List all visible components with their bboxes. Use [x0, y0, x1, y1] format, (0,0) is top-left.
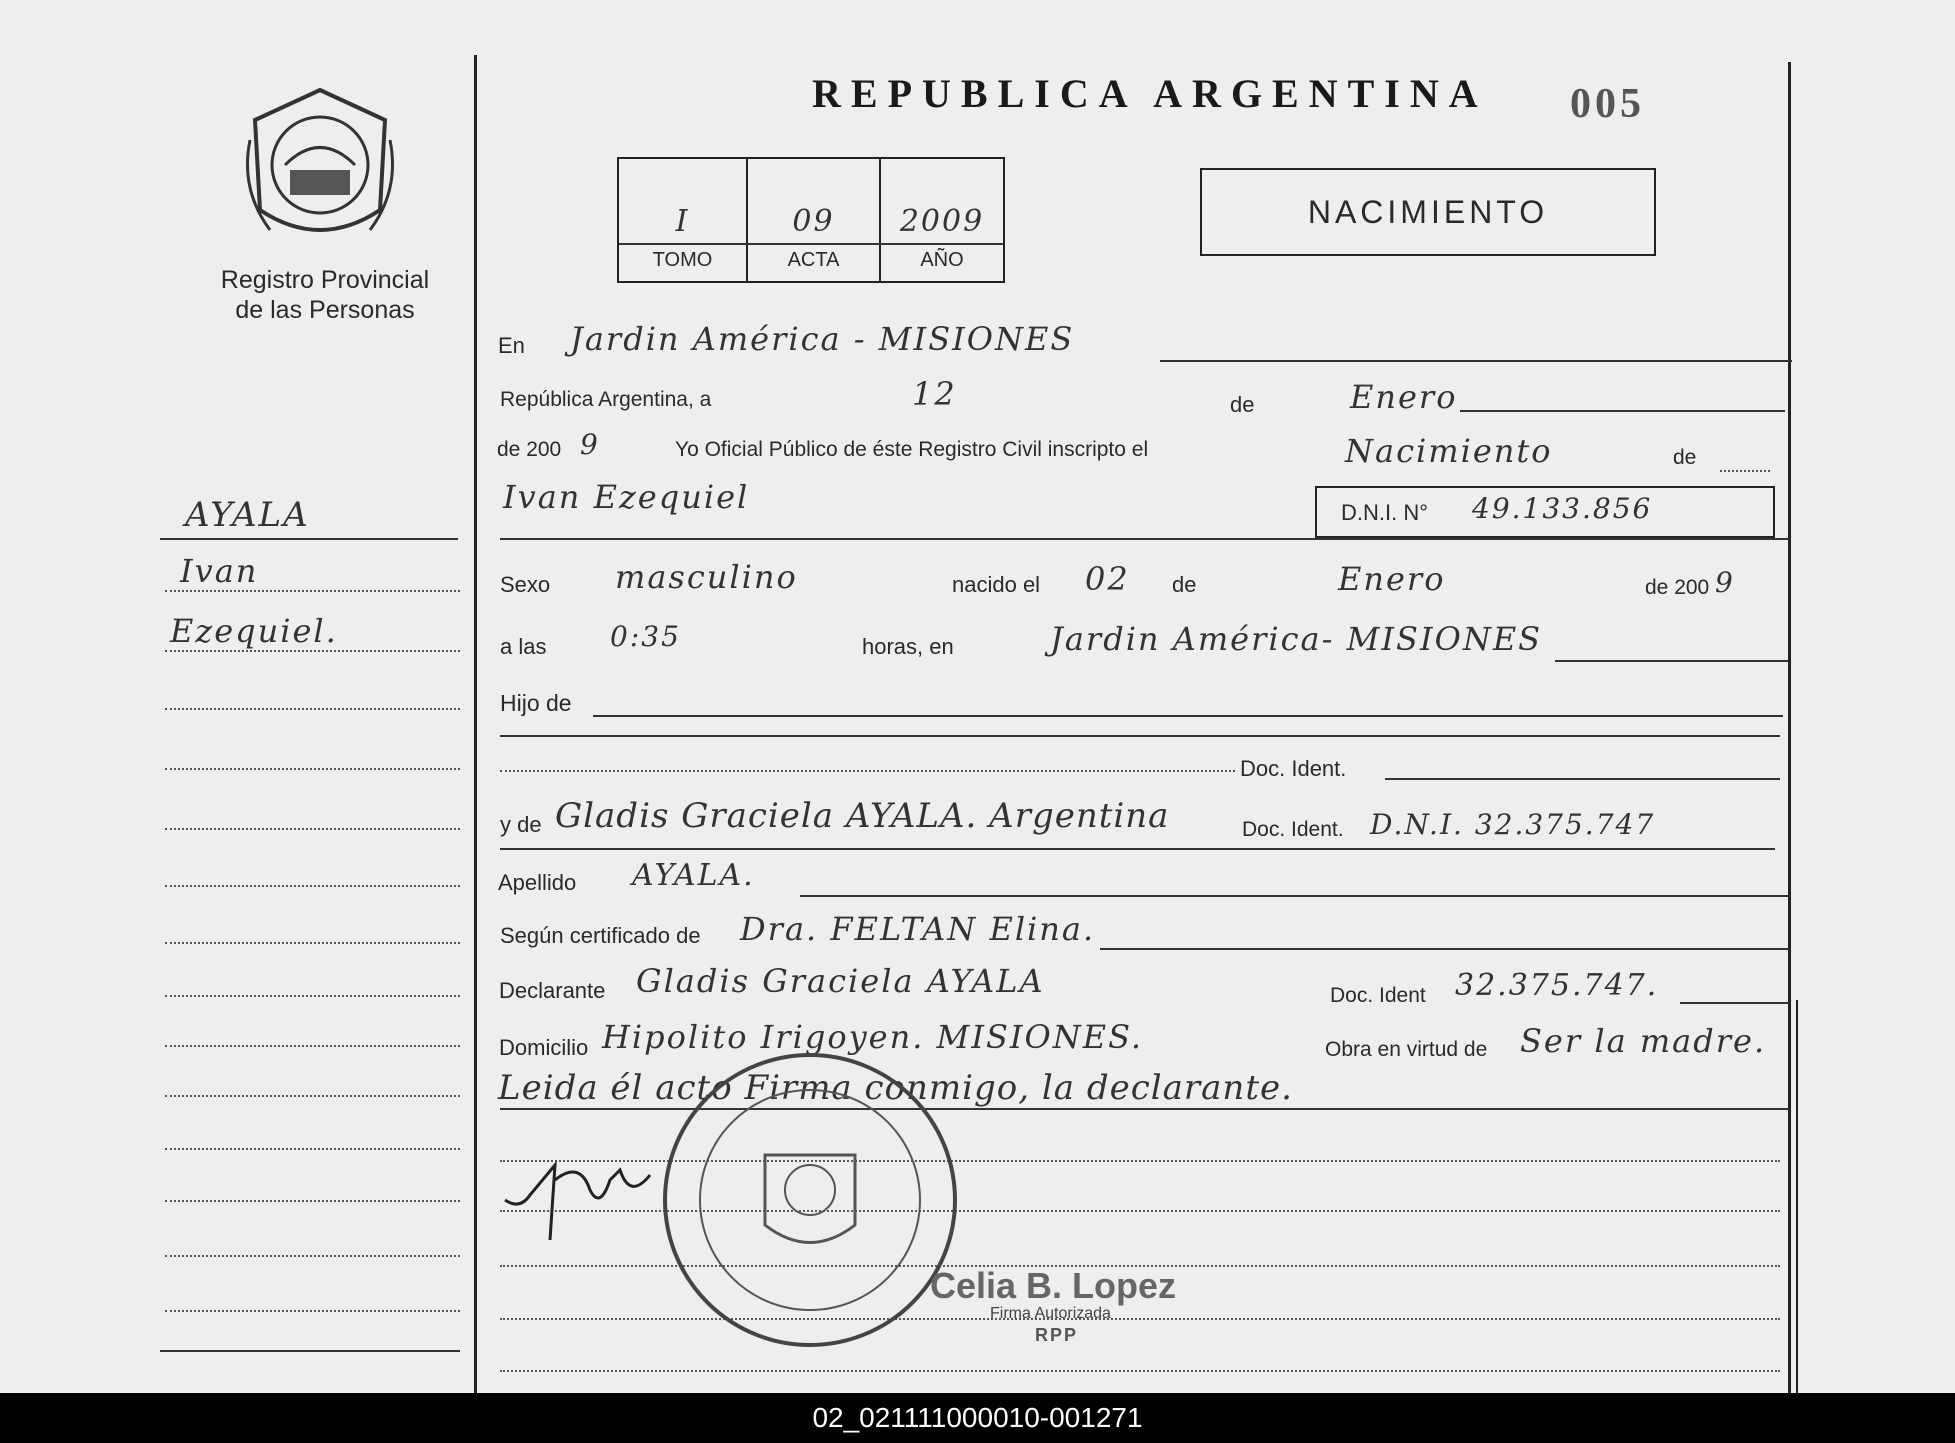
nacido-label: nacido el	[952, 572, 1041, 597]
registry-name-line2: de las Personas	[235, 296, 415, 324]
month-value: Enero	[1350, 378, 1458, 416]
acta-label: ACTA	[787, 249, 840, 271]
domicilio-label: Domicilio	[499, 1035, 589, 1060]
country-title: REPUBLICA ARGENTINA	[812, 71, 1488, 116]
day-value: 12	[912, 375, 957, 413]
declarante-label: Declarante	[499, 978, 606, 1003]
margin-surname: AYALA	[185, 495, 310, 535]
segun-value: Dra. FELTAN Elina.	[740, 910, 1096, 948]
segun-label: Según certificado de	[500, 923, 701, 948]
domicilio-value: Hipolito Irigoyen. MISIONES.	[602, 1018, 1144, 1056]
birth-day-value: 02	[1085, 560, 1130, 598]
declarante-value: Gladis Graciela AYALA	[636, 962, 1045, 1000]
official-name: Celia B. Lopez	[930, 1265, 1177, 1306]
apellido-value: AYALA.	[632, 858, 755, 893]
birth-month-value: Enero	[1338, 560, 1446, 598]
dni-value: 49.133.856	[1472, 492, 1653, 525]
dni-box	[1315, 486, 1775, 538]
de-label: de	[1230, 392, 1255, 417]
declarant-signature	[500, 1140, 670, 1250]
apellido-label: Apellido	[498, 870, 577, 895]
declarante-doc-value: 32.375.747.	[1455, 968, 1659, 1003]
official-round-stamp	[655, 1045, 965, 1355]
margin-given-name-1: Ivan	[180, 552, 259, 590]
file-id-bar	[0, 1393, 1955, 1443]
republica-label: República Argentina, a	[500, 388, 712, 411]
column-divider	[474, 55, 477, 1393]
birth-year-digit: 9	[1715, 566, 1735, 599]
year-digit: 9	[580, 428, 600, 461]
en-value: Jardin América - MISIONES	[570, 320, 1075, 358]
provincial-seal-icon	[240, 80, 400, 250]
tomo-label: TOMO	[652, 249, 713, 271]
yde-label: y de	[500, 812, 542, 837]
doc-ident-label-3: Doc. Ident	[1330, 984, 1426, 1007]
de-label-3: de	[1172, 572, 1197, 597]
oficial-label: Yo Oficial Público de éste Registro Civil inscripto el	[675, 438, 1149, 461]
record-type-box	[1200, 168, 1656, 256]
child-name-value: Ivan Ezequiel	[503, 478, 750, 516]
registry-name-line1: Registro Provincial	[220, 266, 430, 294]
de-year-label: de 200	[497, 438, 562, 461]
alas-label: a las	[500, 634, 547, 659]
office-code: RPP	[1035, 1325, 1079, 1345]
tomo-value: I	[675, 204, 690, 239]
inscripto-value: Nacimiento	[1345, 432, 1553, 470]
official-title: Firma Autorizada	[990, 1305, 1111, 1322]
mother-value: Gladis Graciela AYALA. Argentina	[555, 796, 1170, 836]
en-label: En	[498, 333, 525, 358]
dni-label: D.N.I. N°	[1341, 500, 1429, 525]
de-label-2: de	[1673, 446, 1697, 469]
doc-ident-label-2: Doc. Ident.	[1242, 818, 1344, 841]
record-reference-table	[617, 157, 1005, 283]
file-id: 02_021111000010-001271	[812, 1402, 1143, 1433]
leido-value: Leida él acto Firma conmigo, la declarante.	[498, 1068, 1293, 1108]
doc-ident-label: Doc. Ident.	[1240, 756, 1347, 781]
obra-label: Obra en virtud de	[1325, 1038, 1488, 1061]
mother-doc-value: D.N.I. 32.375.747	[1370, 808, 1656, 841]
sexo-label: Sexo	[500, 572, 551, 597]
sexo-value: masculino	[615, 558, 798, 596]
record-type: NACIMIENTO	[1307, 194, 1549, 230]
birth-year-label: de 200	[1645, 576, 1710, 599]
margin-given-name-2: Ezequiel.	[170, 612, 338, 650]
anio-value: 2009	[899, 204, 985, 239]
anio-label: AÑO	[920, 249, 964, 271]
acta-value: 09	[792, 204, 835, 239]
obra-value: Ser la madre.	[1520, 1022, 1767, 1060]
birth-place-value: Jardin América- MISIONES	[1050, 620, 1543, 658]
right-border	[1788, 62, 1791, 1393]
page-number: 005	[1570, 81, 1645, 127]
horas-label: horas, en	[862, 634, 954, 659]
hijo-label: Hijo de	[500, 690, 572, 716]
time-value: 0:35	[610, 620, 681, 653]
